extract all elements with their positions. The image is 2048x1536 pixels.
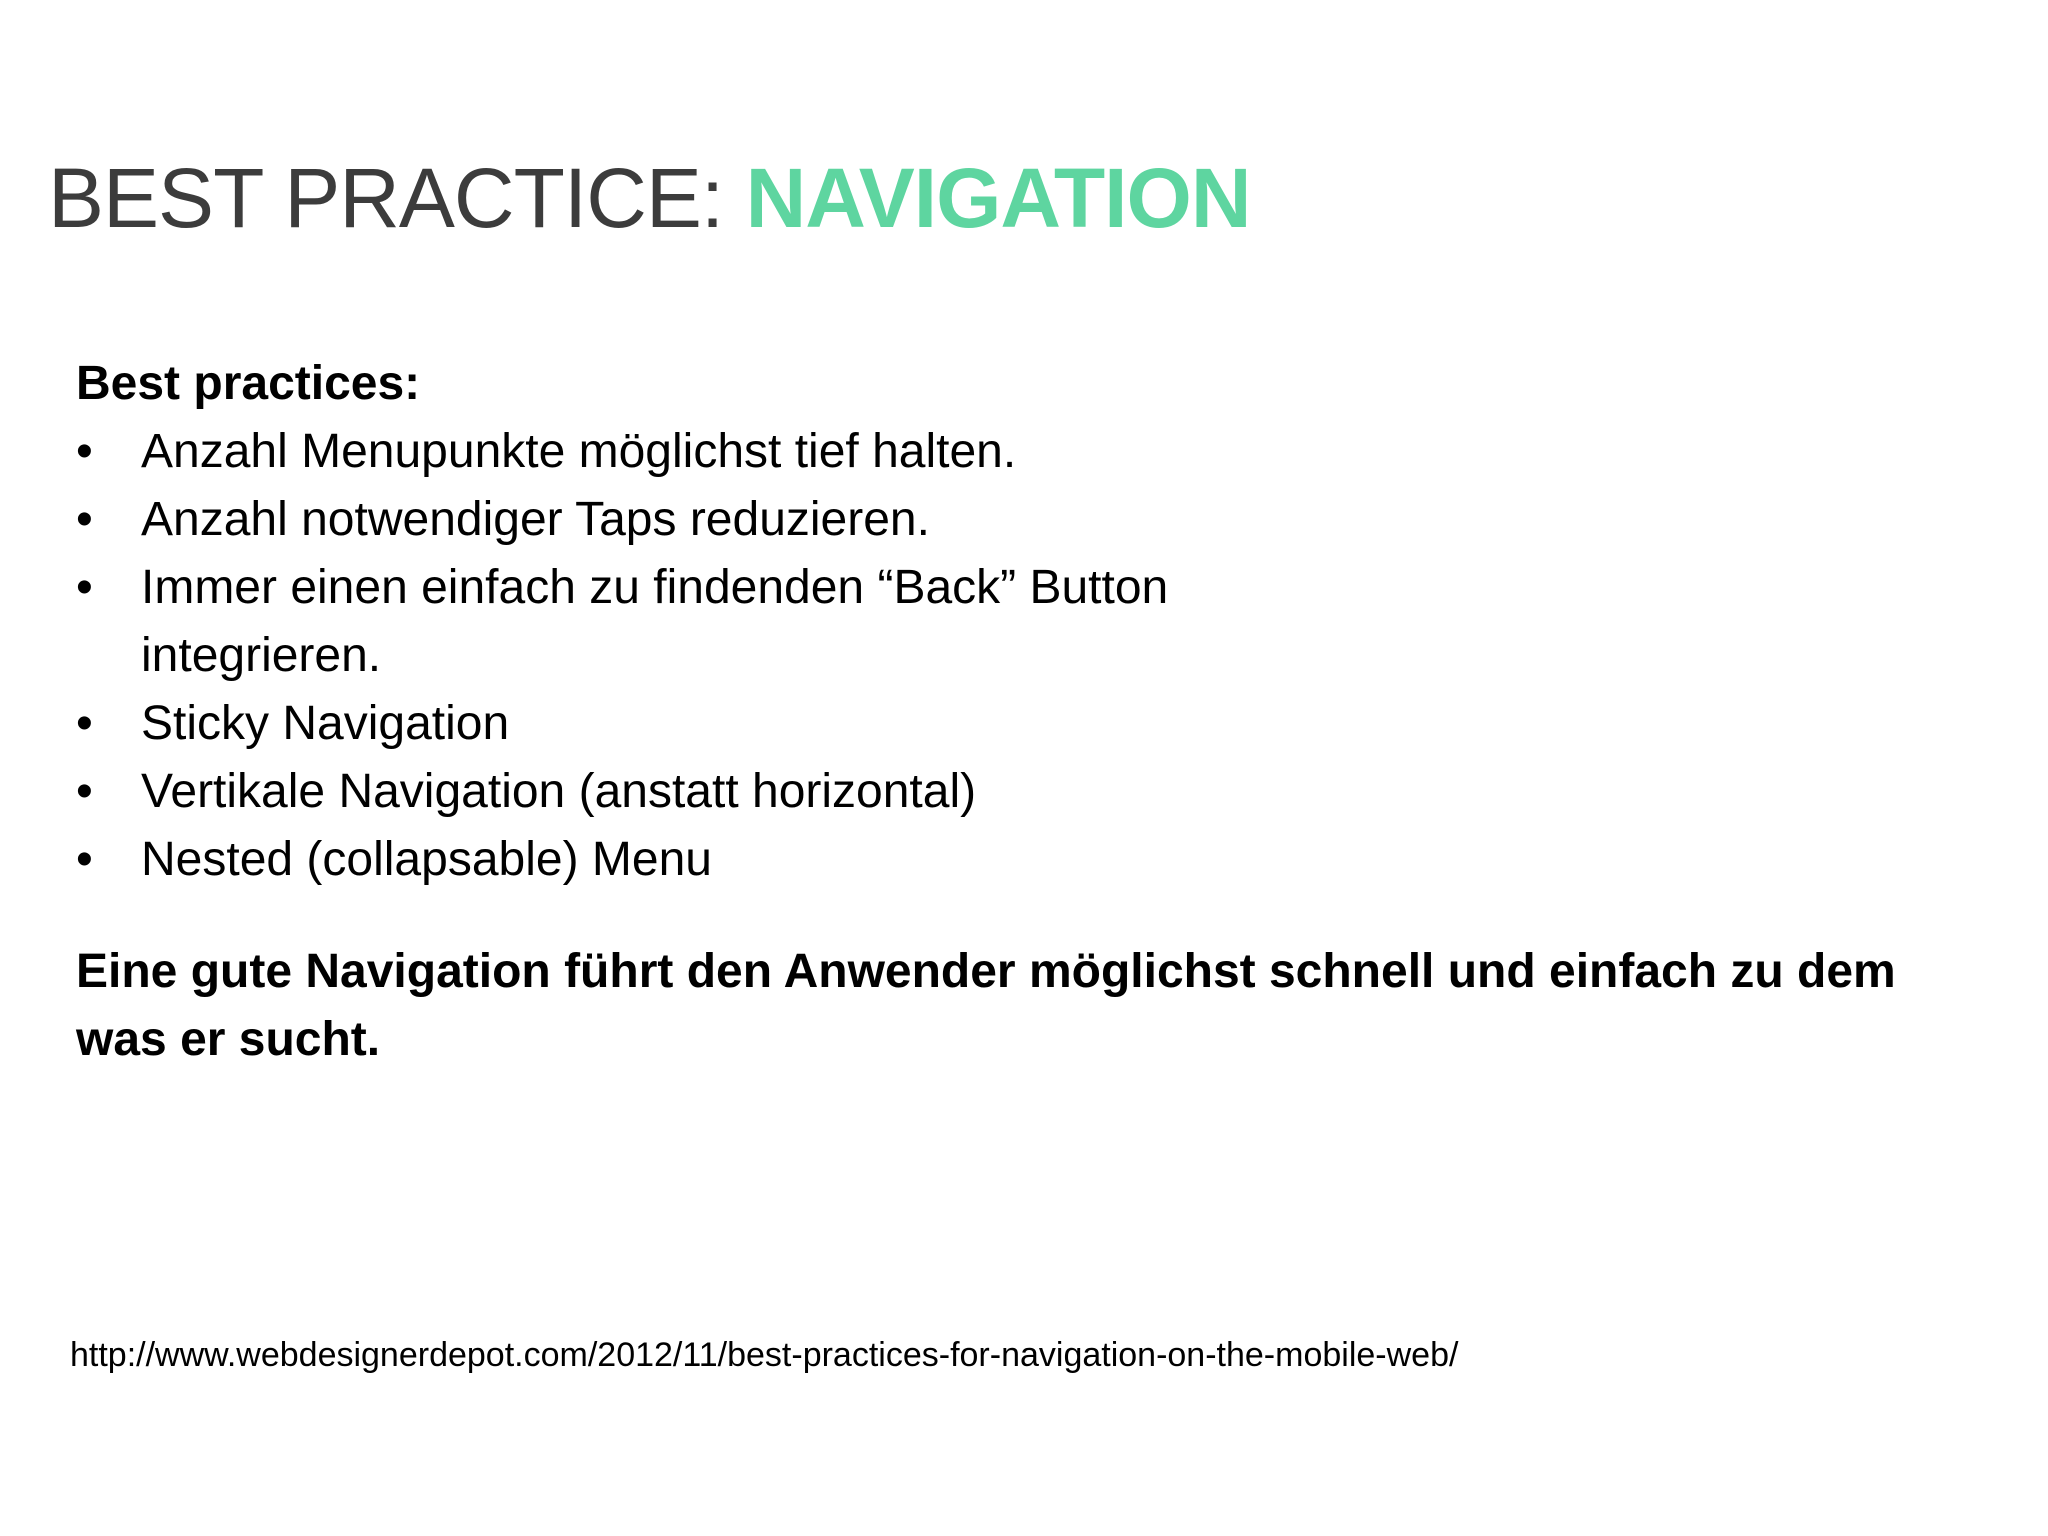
- slide-content: [76, 350, 1926, 1074]
- bullet-text: Immer einen einfach zu findenden “Back” Button integrieren.: [141, 561, 1169, 682]
- bullet-text: Vertikale Navigation (anstatt horizontal): [141, 765, 977, 818]
- bullet-icon: •: [76, 561, 93, 614]
- bullet-icon: •: [76, 765, 93, 818]
- bullet-list: [76, 418, 1926, 894]
- bullet-icon: •: [76, 493, 93, 546]
- conclusion-text: Eine gute Navigation führt den Anwender möglichst schnell und einfach zu dem was er sucht.: [76, 945, 1896, 1066]
- list-item: [76, 418, 1371, 486]
- bullet-icon: •: [76, 833, 93, 886]
- bullet-text: Nested (collapsable) Menu: [141, 833, 712, 886]
- title-highlight: NAVIGATION: [745, 151, 1251, 245]
- bullet-text: Sticky Navigation: [141, 697, 510, 750]
- intro-heading: Best practices:: [76, 357, 421, 410]
- list-item: [76, 758, 1371, 826]
- bullet-icon: •: [76, 425, 93, 478]
- slide-title: [48, 148, 1250, 248]
- list-item: [76, 826, 1371, 894]
- source-link[interactable]: http://www.webdesignerdepot.com/2012/11/best-practices-for-navigation-on-the-mobile-web/: [70, 1336, 1459, 1374]
- bullet-icon: •: [76, 697, 93, 750]
- bullet-text: Anzahl Menupunkte möglichst tief halten.: [141, 425, 1017, 478]
- list-item: [76, 486, 1371, 554]
- bullet-text: Anzahl notwendiger Taps reduzieren.: [141, 493, 930, 546]
- list-item: [76, 690, 1371, 758]
- list-item: [76, 554, 1371, 690]
- title-prefix: BEST PRACTICE:: [48, 151, 746, 245]
